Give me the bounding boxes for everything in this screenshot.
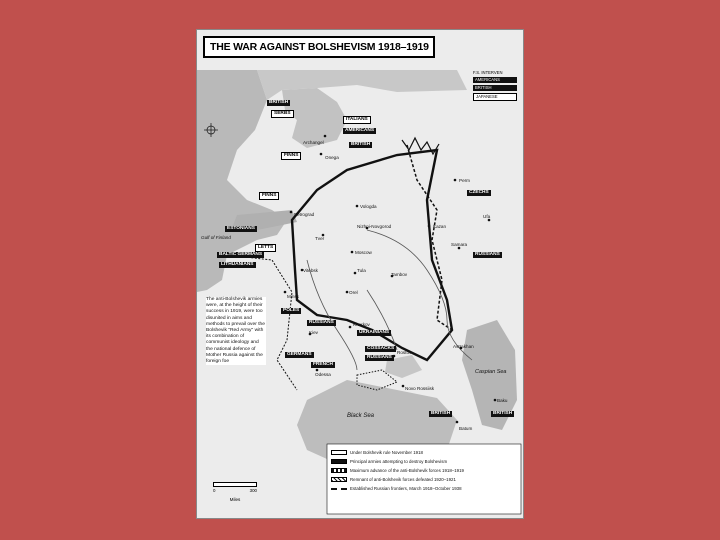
force-label: BRITISH <box>431 411 451 416</box>
force-label: UKRAINIANS <box>359 330 390 335</box>
scale-end: 300 <box>249 488 257 493</box>
map-title: THE WAR AGAINST BOLSHEVISM 1918–1919 <box>203 36 435 58</box>
force-label: BALTIC GERMANS <box>219 252 263 257</box>
force-label: GERMANS <box>287 352 312 357</box>
place-label: Orel <box>349 290 358 295</box>
force-label: RUSSIANS <box>309 320 334 325</box>
place-label: Archangel <box>303 140 324 145</box>
place-label: Rostov <box>397 350 412 355</box>
map-legend <box>331 448 519 493</box>
place-label: Petrograd <box>294 212 315 217</box>
force-label: LITHUANIANS <box>221 262 254 267</box>
place-label: Baku <box>497 398 508 403</box>
scale-bar <box>213 482 257 502</box>
place-label: Nizhni-Novgorod <box>357 224 392 229</box>
legend-british: BRITISH <box>473 85 517 91</box>
intervention-legend-heading: F.S. INTERVEN <box>473 70 503 75</box>
force-label: FINNS <box>281 152 301 160</box>
legend-swatch <box>331 477 347 482</box>
dnieper-river <box>307 260 357 370</box>
legend-swatch <box>331 450 347 455</box>
legend-swatch <box>331 459 347 464</box>
scale-start: 0 <box>213 488 216 493</box>
scale-bar-line <box>213 482 257 487</box>
force-label: BRITISH <box>351 142 371 147</box>
legend-row <box>331 448 519 457</box>
place-label: Onega <box>325 155 339 160</box>
place-label: Kazan <box>433 224 447 229</box>
legend-japanese: JAPANESE <box>473 93 517 101</box>
map-graphics <box>197 30 523 518</box>
intervention-legend <box>473 70 517 103</box>
legend-row <box>331 475 519 484</box>
place-label: Black Sea <box>347 413 375 419</box>
force-label: SERBS <box>271 110 294 118</box>
legend-label: Maximum advance of the anti-Bolshevik forces 1918–1919 <box>350 468 464 473</box>
side-note: The anti-Bolshevik armies were, at the height of their success in 1919, were too disunited in aims and methods to prevail over the Bolshevik "Red Army" with its combination of communist ideology and the national defence of Mother Russia against the foreign foe <box>206 297 265 365</box>
force-label: RUSSIANS <box>367 355 392 360</box>
force-label: COSSACKS <box>367 346 395 351</box>
volga-river <box>367 230 472 360</box>
scale-unit: Miles <box>229 497 241 502</box>
legend-row <box>331 466 519 475</box>
force-label: FINNS <box>259 192 279 200</box>
legend-row <box>331 484 519 493</box>
force-label: CZECHS <box>469 190 489 195</box>
force-label: RUSSIANS <box>475 252 500 257</box>
white-sea <box>282 88 347 148</box>
map-image <box>197 30 523 518</box>
legend-americans: AMERICANS <box>473 77 517 83</box>
place-label: Tver <box>315 236 325 241</box>
place-label: Kharkov <box>353 322 370 327</box>
place-label: Vitebsk <box>303 268 318 273</box>
legend-label: Principal armies attempting to destroy Bolshevism <box>350 459 448 464</box>
force-label: ESTONIANS <box>227 226 255 231</box>
place-label: Astrakhan <box>453 344 474 349</box>
bolshevik-area-border <box>292 150 452 360</box>
legend-label: Under Bolshevik rule November 1918 <box>350 450 423 455</box>
place-label: Minsk <box>287 294 299 299</box>
force-label: BRITISH <box>493 411 513 416</box>
force-label: AMERICANS <box>345 128 375 133</box>
legend-swatch <box>331 468 347 473</box>
place-label: Novo Rossiisk <box>405 386 435 391</box>
place-label: Kiev <box>309 330 318 335</box>
force-label: ITALIANS <box>343 116 371 124</box>
legend-label: Established Russian frontiers, March 1918–October 1938 <box>350 486 462 491</box>
place-label: Gulf of Finland <box>201 235 231 240</box>
place-label: Batum <box>459 426 473 431</box>
place-label: Perm <box>459 178 470 183</box>
place-label: Ufa <box>483 214 491 219</box>
place-label: Vologda <box>360 204 377 209</box>
force-label: BRITISH <box>269 100 289 105</box>
place-label: Tula <box>357 268 366 273</box>
force-label: POLES <box>283 308 300 313</box>
place-label: Caspian Sea <box>475 369 507 375</box>
legend-swatch <box>331 488 347 490</box>
place-label: Tambov <box>391 272 408 277</box>
legend-row <box>331 457 519 466</box>
force-label: LETTS <box>255 244 276 252</box>
place-label: Odessa <box>315 372 331 377</box>
place-label: Moscow <box>355 250 372 255</box>
force-label: FRENCH <box>313 362 333 367</box>
legend-label: Remnant of anti-Bolshevik forces defeated 1920–1921 <box>350 477 456 482</box>
place-label: Samara <box>451 242 468 247</box>
